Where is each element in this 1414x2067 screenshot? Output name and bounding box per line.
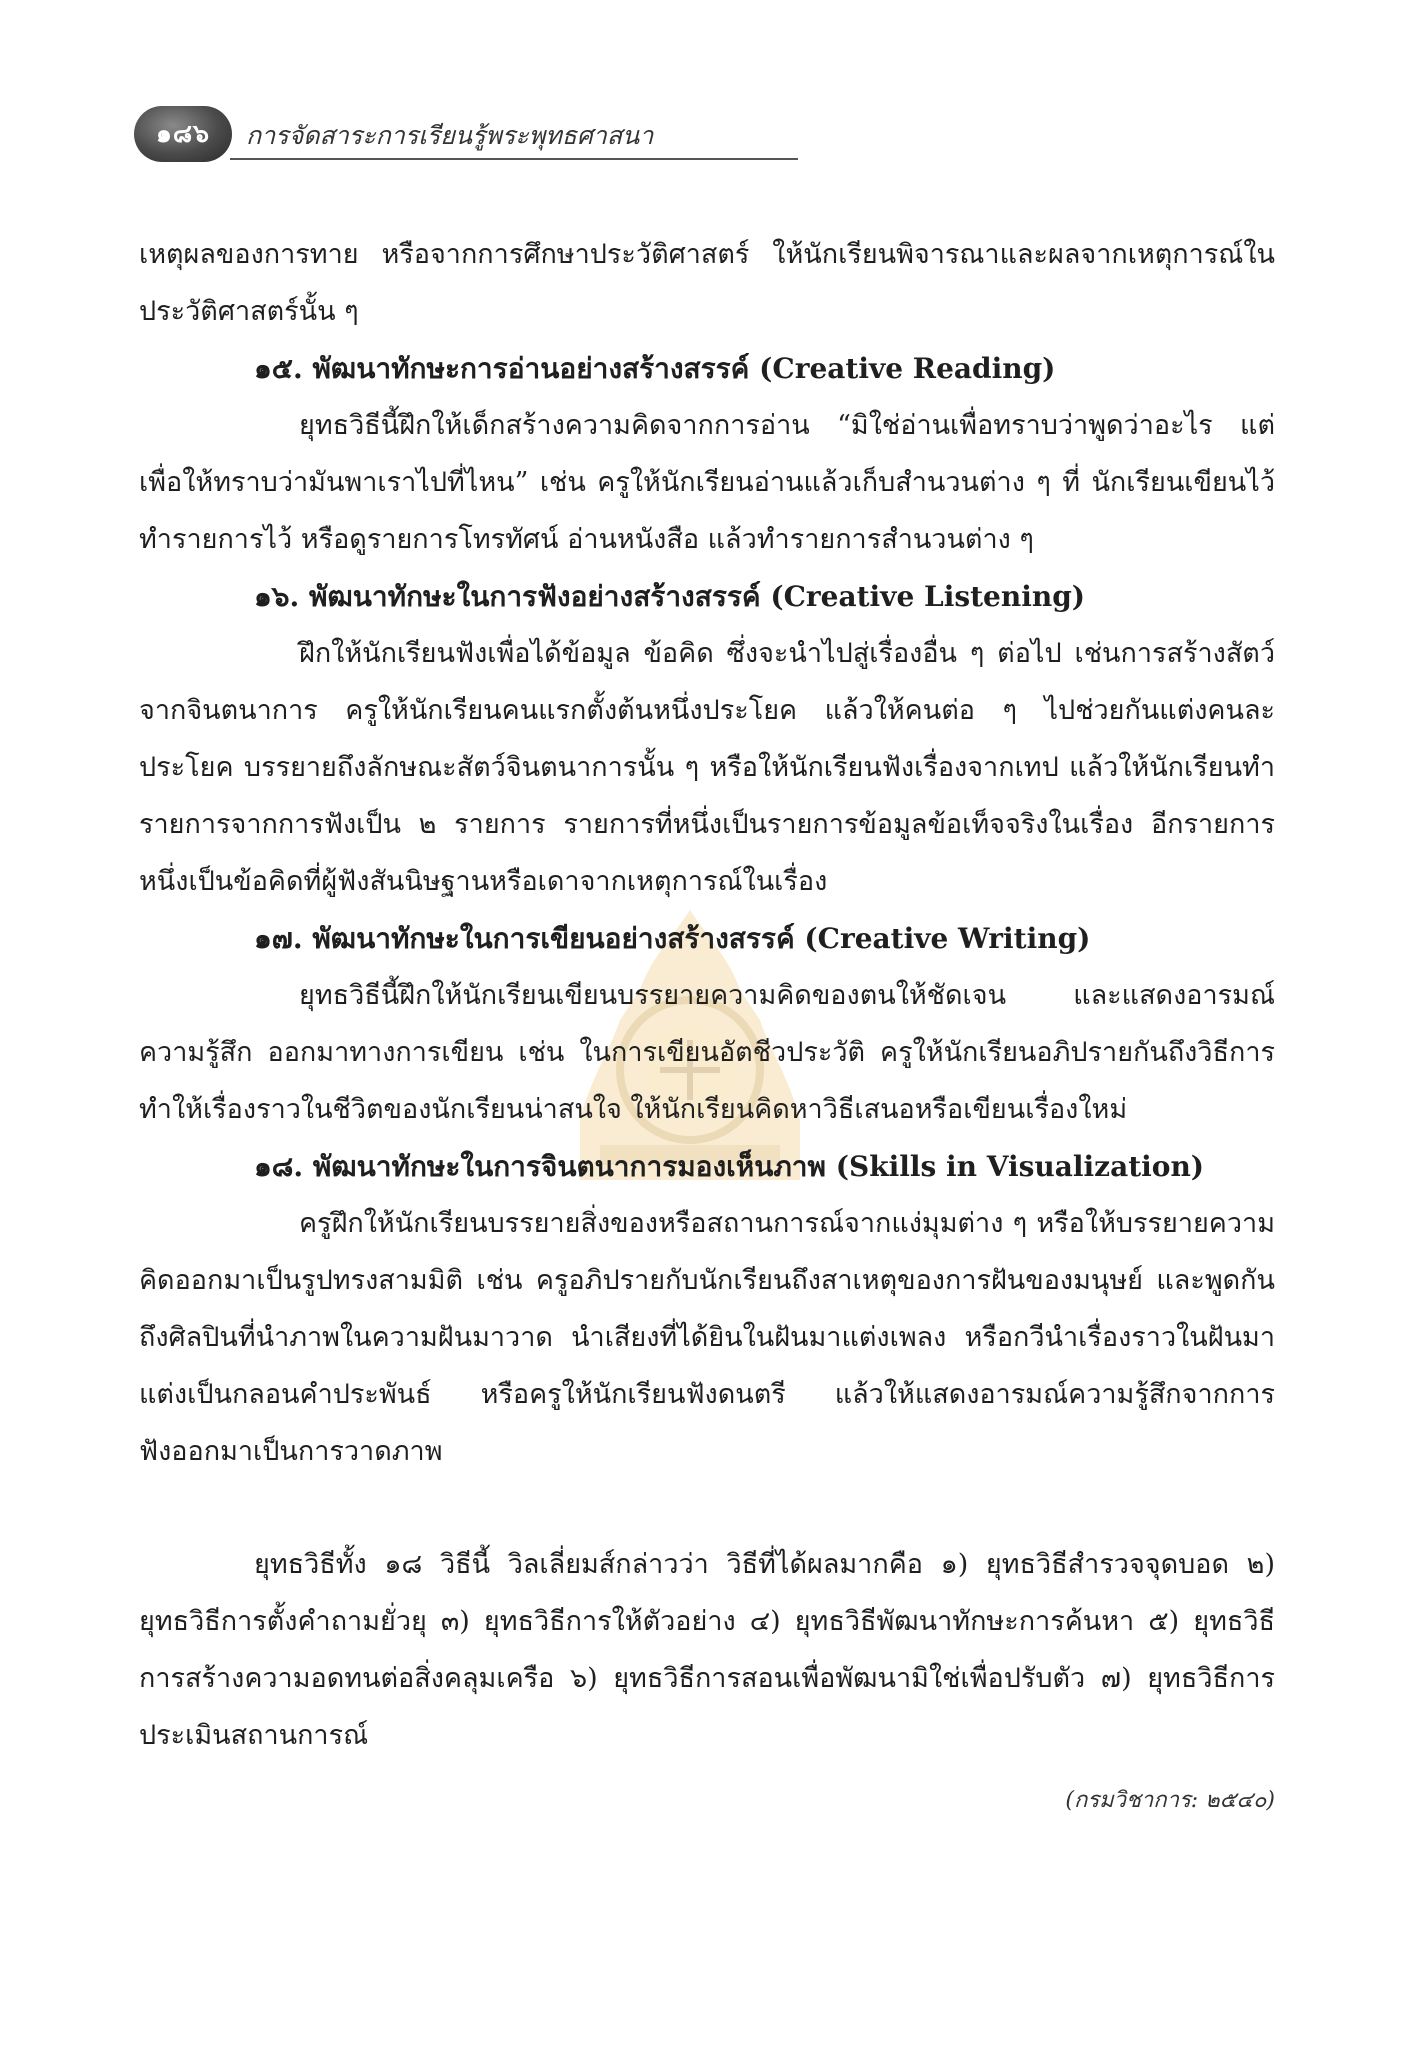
paragraph-gap — [139, 1480, 1275, 1536]
section-heading-15: ๑๕. พัฒนาทักษะการอ่านอย่างสร้างสรรค์ (Creative Reading) — [254, 352, 1056, 385]
intro-paragraph: เหตุผลของการทาย หรือจากการศึกษาประวัติศาสตร์ ให้นักเรียนพิจารณาและผลจากเหตุการณ์ในประวัติศาสตร์นั้น ๆ — [139, 239, 1275, 327]
section-heading-18: ๑๘. พัฒนาทักษะในการจินตนาการมองเห็นภาพ (Skills in Visualization) — [254, 1150, 1205, 1183]
running-title: การจัดสาระการเรียนรู้พระพุทธศาสนา — [246, 121, 654, 150]
section-heading-17: ๑๗. พัฒนาทักษะในการเขียนอย่างสร้างสรรค์ (Creative Writing) — [254, 922, 1091, 955]
section-heading-16: ๑๖. พัฒนาทักษะในการฟังอย่างสร้างสรรค์ (Creative Listening) — [254, 580, 1086, 613]
section-text-16: ฝึกให้นักเรียนฟังเพื่อได้ข้อมูล ข้อคิด ซึ่งจะนำไปสู่เรื่องอื่น ๆ ต่อไป เช่นการสร้างสัตว์จากจินตนาการ ครูให้นักเรียนคนแรกตั้งต้นหนึ่งประโยค แล้วให้คนต่อ ๆ ไปช่วยกันแต่งคนละประโยค บรรยายถึงลักษณะสัตว์จินตนาการนั้น ๆ หรือให้นักเรียนฟังเรื่องจากเทป แล้วให้นักเรียนทำรายการจากการฟังเป็น ๒ รายการ รายการที่หนึ่งเป็นรายการข้อมูลข้อเท็จจริงในเรื่อง อีกรายการหนึ่งเป็นข้อคิดที่ผู้ฟังสันนิษฐานหรือเดาจากเหตุการณ์ในเรื่อง — [139, 638, 1275, 897]
citation: (กรมวิชาการ: ๒๕๔๐) — [1065, 1788, 1275, 1813]
page-header — [134, 106, 674, 162]
header-divider — [230, 158, 798, 160]
page-number-badge: ๑๘๖ — [134, 106, 232, 162]
summary-paragraph: ยุทธวิธีทั้ง ๑๘ วิธีนี้ วิลเลี่ยมส์กล่าวว่า วิธีที่ได้ผลมากคือ ๑) ยุทธวิธีสำรวจจุดบอด ๒) ยุทธวิธีการตั้งคำถามยั่วยุ ๓) ยุทธวิธีการให้ตัวอย่าง ๔) ยุทธวิธีพัฒนาทักษะการค้นหา ๕) ยุทธวิธีการสร้างความอดทนต่อสิ่งคลุมเครือ ๖) ยุทธวิธีการสอนเพื่อพัฒนามิใช่เพื่อปรับตัว ๗) ยุทธวิธีการประเมินสถานการณ์ — [139, 1549, 1275, 1751]
section-text-18: ครูฝึกให้นักเรียนบรรยายสิ่งของหรือสถานการณ์จากแง่มุมต่าง ๆ หรือให้บรรยายความคิดออกมาเป็นรูปทรงสามมิติ เช่น ครูอภิปรายกับนักเรียนถึงสาเหตุของการฝันของมนุษย์ และพูดกันถึงศิลปินที่นำภาพในความฝันมาวาด นำเสียงที่ได้ยินในฝันมาแต่งเพลง หรือกวีนำเรื่องราวในฝันมาแต่งเป็นกลอนคำประพันธ์ หรือครูให้นักเรียนฟังดนตรี แล้วให้แสดงอารมณ์ความรู้สึกจากการฟังออกมาเป็นการวาดภาพ — [139, 1208, 1275, 1467]
page-body — [139, 226, 1275, 1829]
section-text-15: ยุทธวิธีนี้ฝึกให้เด็กสร้างความคิดจากการอ่าน “มิใช่อ่านเพื่อทราบว่าพูดว่าอะไร แต่เพื่อให้ทราบว่ามันพาเราไปที่ไหน” เช่น ครูให้นักเรียนอ่านแล้วเก็บสำนวนต่าง ๆ ที่ นักเรียนเขียนไว้ ทำรายการไว้ หรือดูรายการโทรทัศน์ อ่านหนังสือ แล้วทำรายการสำนวนต่าง ๆ — [139, 410, 1275, 555]
section-text-17: ยุทธวิธีนี้ฝึกให้นักเรียนเขียนบรรยายความคิดของตนให้ชัดเจน และแสดงอารมณ์ความรู้สึก ออกมาทางการเขียน เช่น ในการเขียนอัตชีวประวัติ ครูให้นักเรียนอภิปรายกันถึงวิธีการทำให้เรื่องราวในชีวิตของนักเรียนน่าสนใจ ให้นักเรียนคิดหาวิธีเสนอหรือเขียนเรื่องใหม่ — [139, 980, 1275, 1125]
